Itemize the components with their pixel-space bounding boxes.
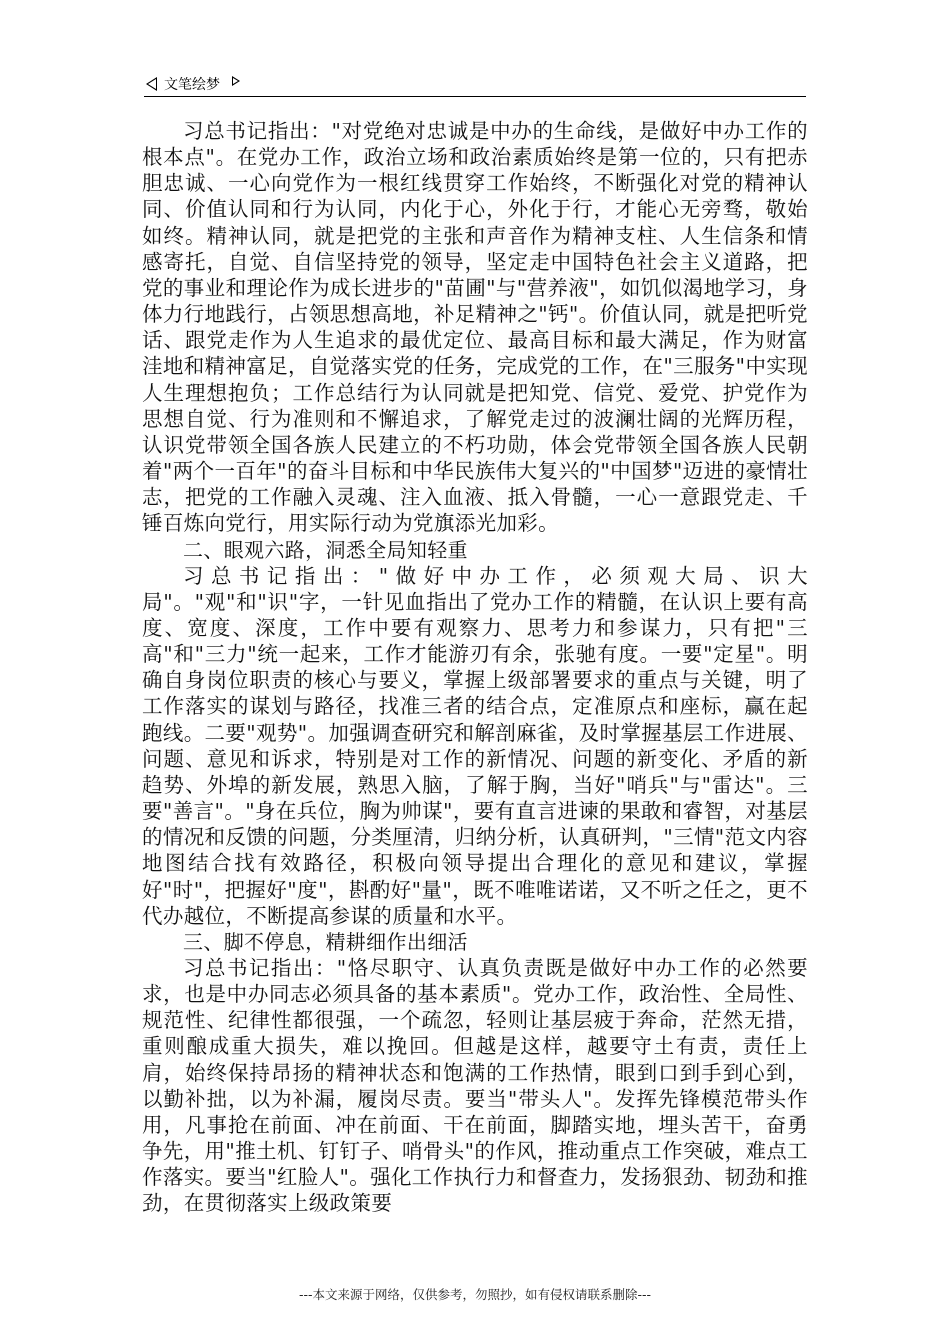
triangle-left-icon: [146, 77, 157, 91]
page-header: [144, 72, 806, 97]
paragraph-loyalty: 习总书记指出："对党绝对忠诚是中办的生命线，是做好中办工作的根本点"。在党办工作，政治立场和政治素质始终是第一位的，只有把赤胆忠诚、一心向党作为一根红线贯穿工作始终，不断强化对党的精神认同、价值认同和行为认同，内化于心，外化于行，才能心无旁骛，敬始如终。精神认同，就是把党的主张和声音作为精神支柱、人生信条和情感寄托，自觉、自信坚持党的领导，坚定走中国特色社会主义道路，把党的事业和理论作为成长进步的"苗圃"与"营养液"，如饥似渴地学习，身体力行地践行，占领思想高地，补足精神之"钙"。价值认同，就是把听党话、跟党走作为人生追求的最优定位、最高目标和最大满足，作为财富洼地和精神富足，自觉落实党的任务，完成党的工作，在"三服务"中实现人生理想抱负；工作总结行为认同就是把知党、信党、爱党、护党作为思想自觉、行为准则和不懈追求，了解党走过的波澜壮阔的光辉历程，认识党带领全国各族人民建立的不朽功勋，体会党带领全国各族人民朝着"两个一百年"的奋斗目标和中华民族伟大复兴的"中国梦"迈进的豪情壮志，把党的工作融入灵魂、注入血液、抵入骨髓，一心一意跟党走、千锤百炼向党行，用实际行动为党旗添光加彩。: [142, 119, 808, 536]
source-disclaimer: ---本文来源于网络，仅供参考，勿照抄，如有侵权请联系删除---: [298, 1287, 652, 1302]
section-heading-3: 三、脚不停息，精耕细作出细活: [183, 929, 468, 954]
triangle-right-icon: [232, 76, 240, 86]
paragraph-overall-view: 习总书记指出："做好中办工作，必须观大局、识大局"。"观"和"识"字，一针见血指出了党办工作的精髓，在认识上要有高度、宽度、深度，工作中要有观察力、思考力和参谋力，只有把"三高"和"三力"统一起来，工作才能游刃有余，张驰有度。一要"定星"。明确自身岗位职责的核心与要义，掌握上级部署要求的重点与关键，明了工作落实的谋划与路径，找准三者的结合点，定准原点和座标，赢在起跑线。二要"观势"。加强调查研究和解剖麻雀，及时掌握基层工作进展、问题、意见和诉求，特别是对工作的新情况、问题的新变化、矛盾的新趋势、外埠的新发展，熟思入脑，了解于胸，当好"哨兵"与"雷达"。三要"善言"。"身在兵位，胸为帅谋"，要有直言进谏的果敢和睿智，对基层的情况和反馈的问题，分类厘清，归纳分析，认真研判，"三情"范文内容地图结合找有效路径，积极向领导提出合理化的意见和建议，掌握好"时"，把握好"度"，斟酌好"量"，既不唯唯诺诺，又不听之任之，更不代办越位，不断提高参谋的质量和水平。: [142, 563, 808, 928]
header-title: 文笔绘梦: [164, 77, 220, 93]
paragraph-diligence: 习总书记指出："恪尽职守、认真负责既是做好中办工作的必然要求，也是中办同志必须具备的基本素质"。党办工作，政治性、全局性、规范性、纪律性都很强，一个疏忽，轻则让基层疲于奔命，茫然无措，重则酿成重大损失，难以挽回。但越是这样，越要守土有责，责任上肩，始终保持昂扬的精神状态和饱满的工作热情，眼到口到手到心到，以勤补拙，以为补漏，履岗尽责。要当"带头人"。发挥先锋模范带头作用，凡事抢在前面、冲在前面、干在前面，脚踏实地，埋头苦干，奋勇争先，用"推土机、钉钉子、哨骨头"的作风，推动重点工作突破，难点工作落实。要当"红脸人"。强化工作执行力和督查力，发扬狠劲、韧劲和推劲，在贯彻落实上级政策要: [142, 956, 808, 1216]
document-body: [142, 118, 808, 1217]
section-heading-2: 二、眼观六路，洞悉全局知轻重: [183, 537, 468, 562]
